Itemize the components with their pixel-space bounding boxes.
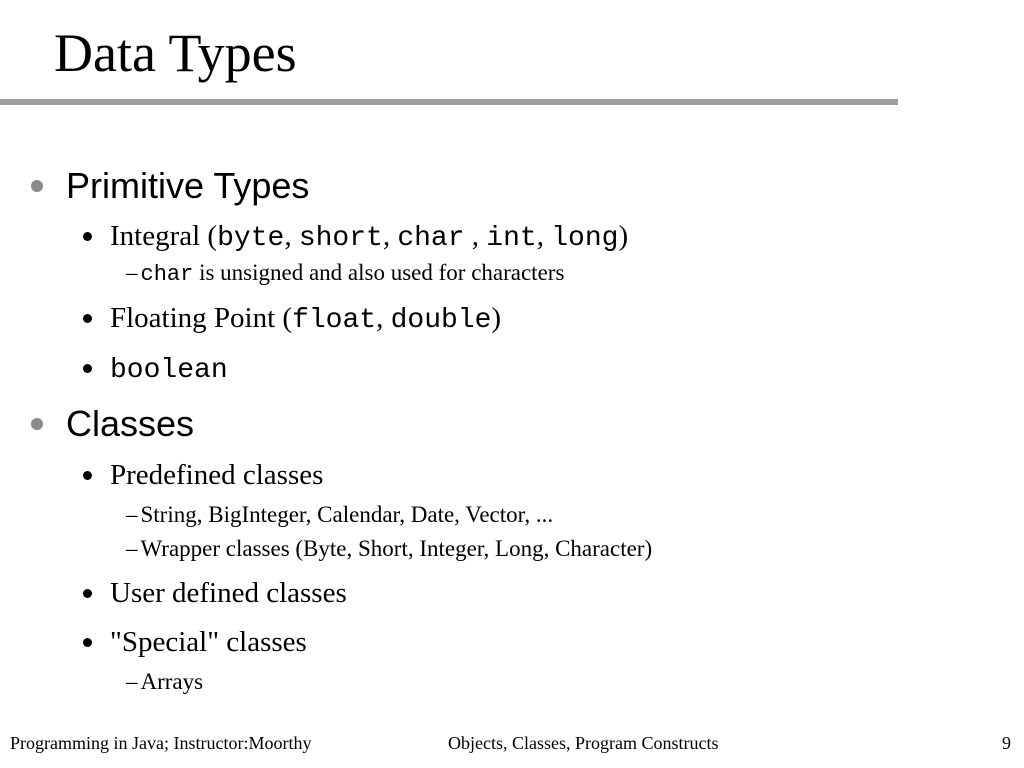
item-integral: Integral (byte, short, char , int, long) — [110, 220, 629, 254]
dash-marker: – — [126, 669, 138, 694]
floating-lead: Floating Point ( — [110, 302, 293, 334]
bullet-classes — [31, 418, 43, 430]
subitem-text: Wrapper classes (Byte, Short, Integer, Long, Character) — [140, 536, 653, 561]
item-label: Predefined classes — [110, 459, 324, 491]
item-special-classes — [110, 628, 307, 657]
title-rule — [0, 99, 898, 105]
subitem-arrays — [126, 670, 203, 693]
subitem-text: String, BigInteger, Calendar, Date, Vector, ... — [140, 502, 554, 527]
type-byte: byte — [217, 223, 285, 254]
subitem-wrapper-classes — [126, 537, 652, 560]
bullet-primitive-types — [31, 180, 43, 192]
bullet-boolean — [83, 364, 92, 373]
type-double: double — [390, 305, 492, 336]
dash-marker: – — [126, 260, 138, 285]
section-primitive-types — [66, 165, 310, 206]
subitem-predefined-list — [126, 503, 553, 526]
item-floating-point: Floating Point (float, double) — [110, 302, 502, 336]
type-boolean: boolean — [110, 355, 228, 386]
type-long: long — [551, 223, 619, 254]
code-char: char — [140, 262, 194, 287]
bullet-predefined-classes — [83, 471, 92, 480]
item-label: "Special" classes — [110, 626, 307, 658]
footer-course: Programming in Java; Instructor:Moorthy — [10, 733, 312, 753]
char-note: is unsigned and also used for characters — [193, 260, 565, 285]
slide-title: Data Types — [54, 23, 297, 83]
item-boolean — [110, 354, 228, 385]
type-float: float — [292, 305, 377, 336]
type-int: int — [486, 223, 537, 254]
item-label: User defined classes — [110, 577, 347, 609]
subitem-char-unsigned — [126, 261, 564, 286]
type-char: char — [397, 223, 465, 254]
bullet-integral — [83, 232, 92, 241]
bullet-floating-point — [83, 314, 92, 323]
type-short: short — [298, 223, 383, 254]
footer-page-number: 9 — [1002, 733, 1011, 753]
item-user-defined-classes — [110, 579, 347, 608]
section-label: Primitive Types — [66, 165, 310, 206]
section-label: Classes — [66, 403, 195, 444]
dash-marker: – — [126, 536, 138, 561]
subitem-text: Arrays — [140, 669, 204, 694]
bullet-user-defined-classes — [83, 589, 92, 598]
integral-close: ) — [618, 220, 629, 252]
floating-close: ) — [491, 302, 502, 334]
bullet-special-classes — [83, 638, 92, 647]
integral-lead: Integral ( — [110, 220, 218, 252]
item-predefined-classes — [110, 461, 323, 490]
section-classes — [66, 403, 195, 444]
footer-topic: Objects, Classes, Program Constructs — [448, 733, 719, 753]
dash-marker: – — [126, 502, 138, 527]
